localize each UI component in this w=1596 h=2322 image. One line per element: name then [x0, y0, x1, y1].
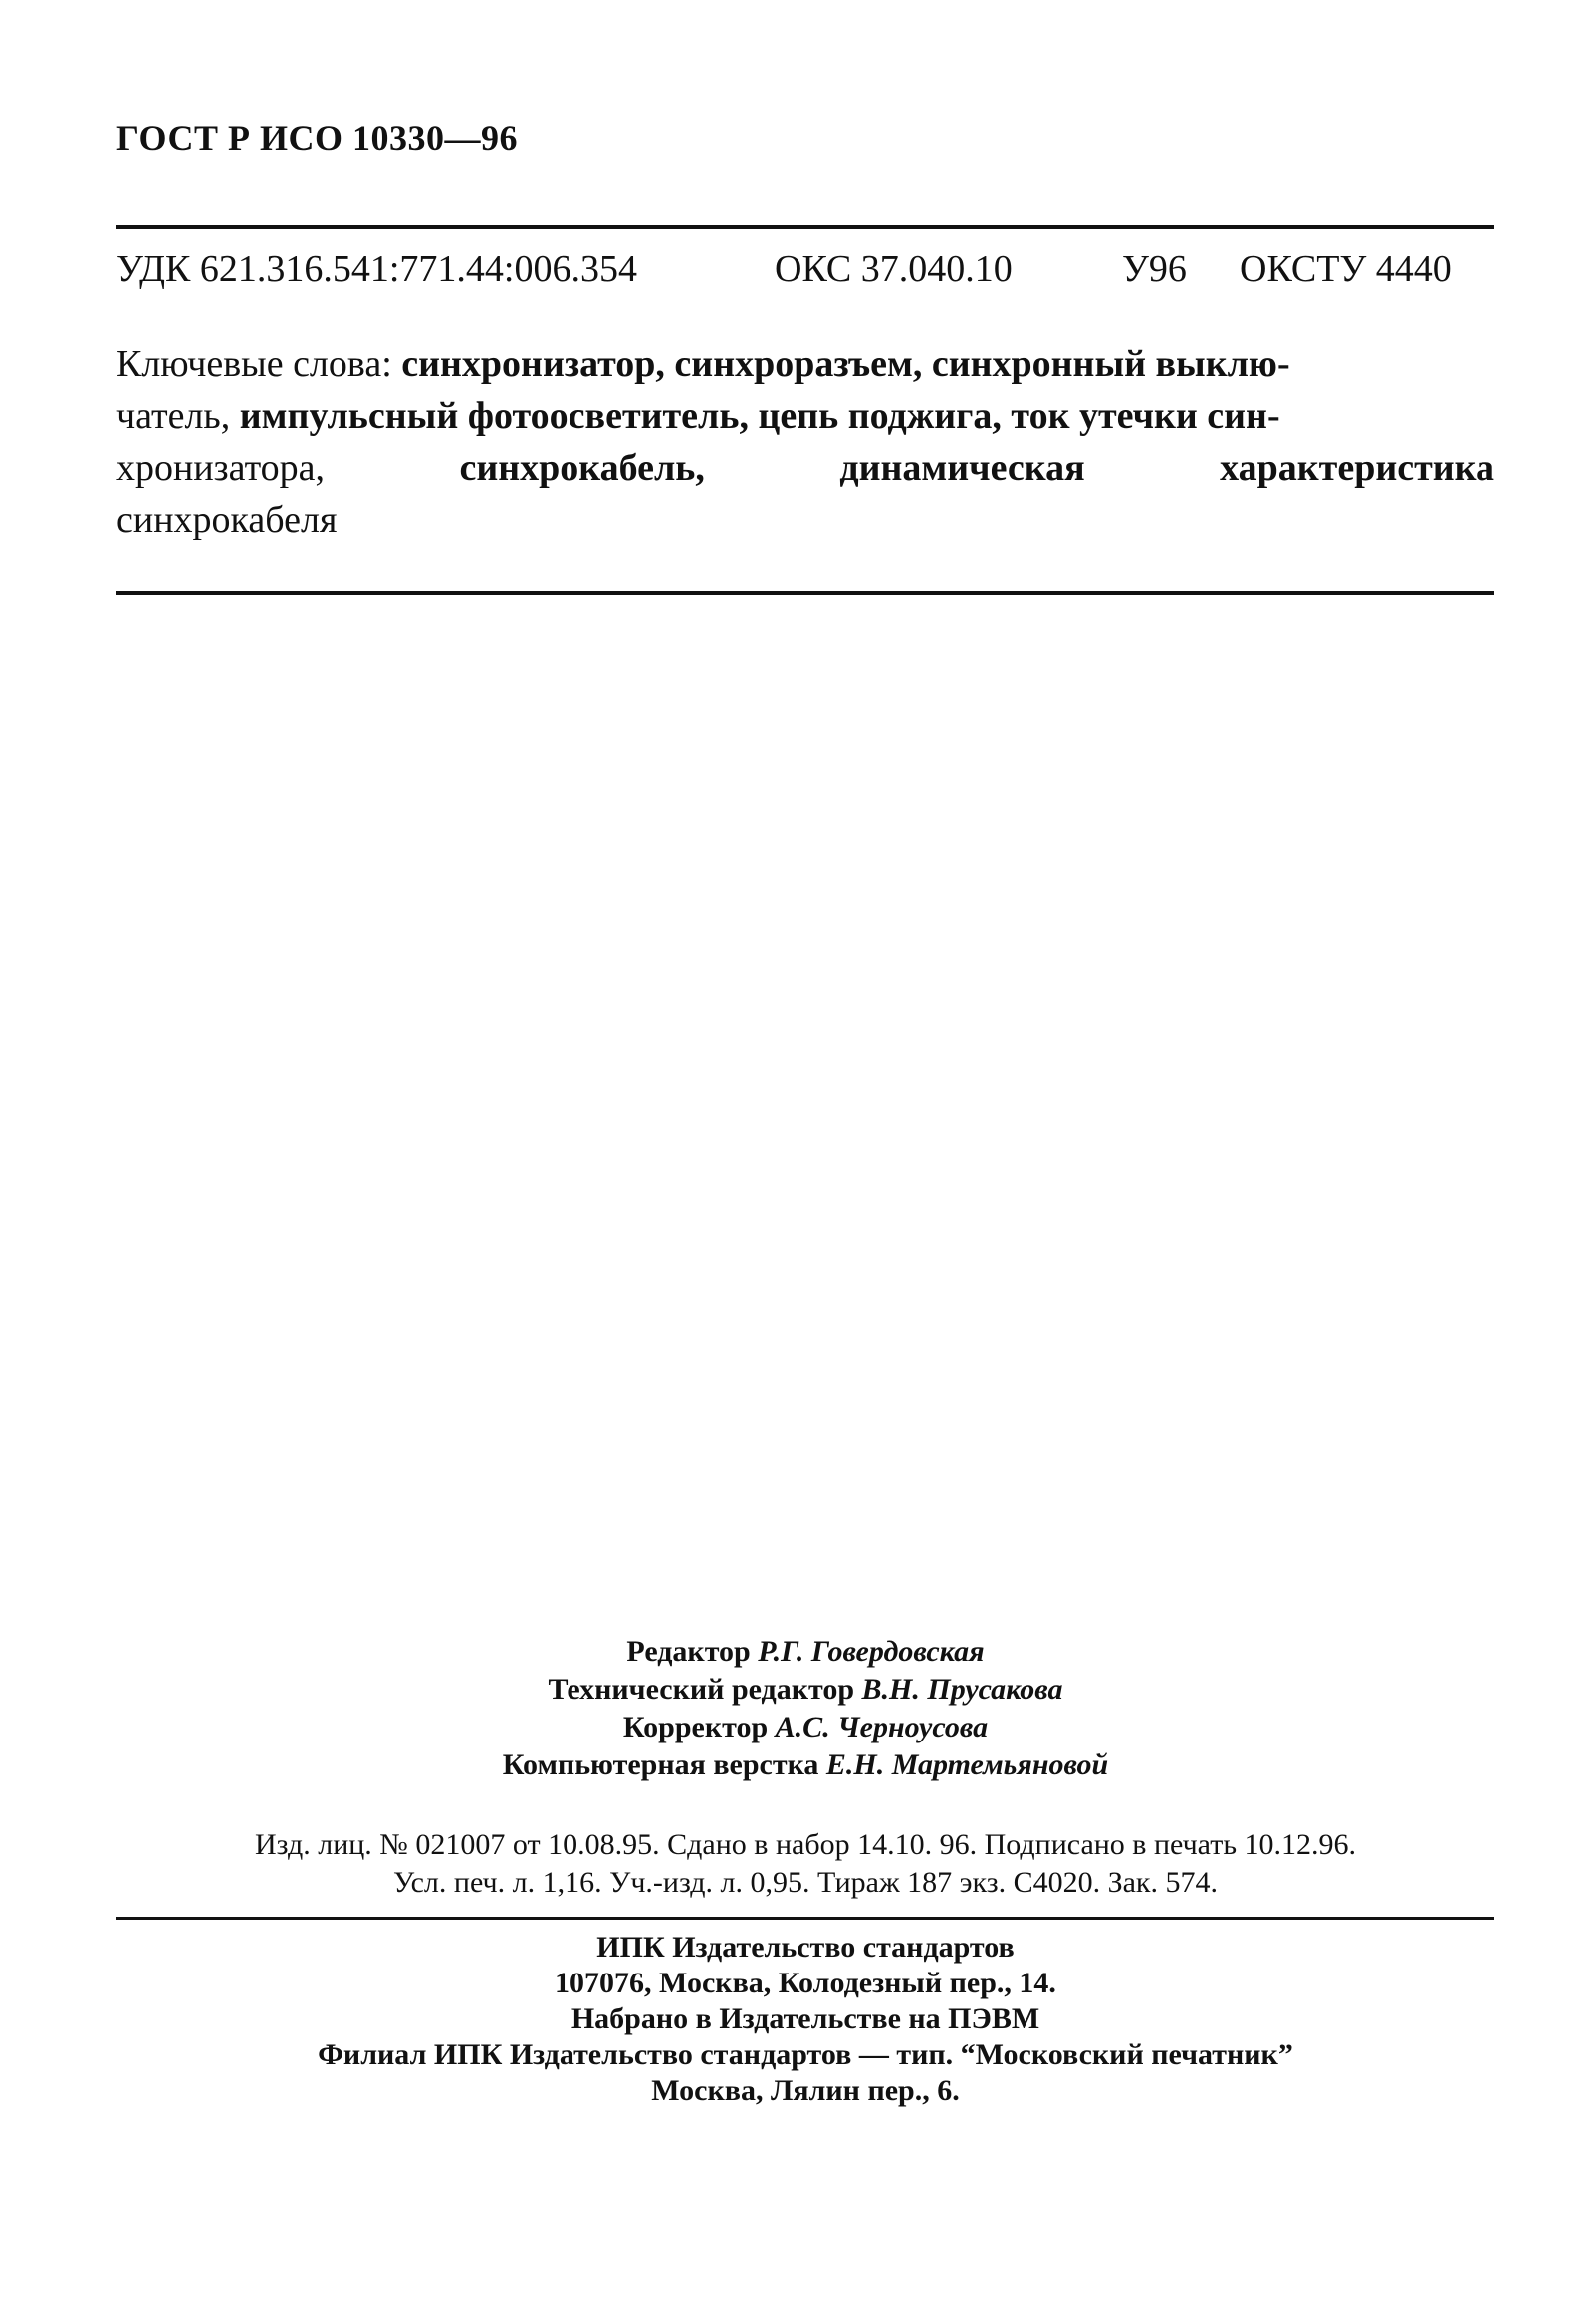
- top-divider: [116, 225, 1494, 229]
- group-code: У96: [1122, 248, 1187, 290]
- keywords-line-1: Ключевые слова: синхронизатор, синхроразъем, синхронный выклю-: [116, 344, 1290, 385]
- credit-editor: Редактор Р.Г. Говердовская: [626, 1635, 985, 1668]
- credit-proofreader: Корректор А.С. Черноусова: [622, 1711, 989, 1743]
- imprint-divider: [116, 1917, 1494, 1920]
- keywords-line-3: хронизатора, синхрокабель, динамическая характеристика: [116, 447, 1494, 489]
- keywords-block: [116, 339, 1494, 546]
- publishing-info-line-2: Усл. печ. л. 1,16. Уч.-изд. л. 0,95. Тираж 187 экз. С4020. Зак. 574.: [392, 1866, 1219, 1899]
- credits-block: [116, 1633, 1494, 1784]
- keywords-line-4: синхрокабеля: [116, 499, 338, 541]
- publisher-line-4: Филиал ИПК Издательство стандартов — тип. “Московский печатник”: [318, 2038, 1293, 2071]
- publisher-imprint: [116, 1930, 1494, 2109]
- okstu-code: ОКСТУ 4440: [1240, 248, 1452, 290]
- publisher-line-1: ИПК Издательство стандартов: [596, 1931, 1015, 1964]
- standard-id: ГОСТ Р ИСО 10330—96: [116, 118, 518, 158]
- credit-layout: Компьютерная верстка Е.Н. Мартемьяновой: [502, 1748, 1109, 1781]
- publisher-line-5: Москва, Лялин пер., 6.: [651, 2074, 960, 2107]
- publishing-info-line-1: Изд. лиц. № 021007 от 10.08.95. Сдано в набор 14.10. 96. Подписано в печать 10.12.96.: [254, 1828, 1357, 1861]
- publisher-line-2: 107076, Москва, Колодезный пер., 14.: [555, 1967, 1056, 1999]
- oks-code: ОКС 37.040.10: [775, 248, 1013, 290]
- publishing-info: [116, 1826, 1494, 1902]
- credit-tech-editor: Технический редактор В.Н. Прусакова: [548, 1673, 1063, 1706]
- keywords-label: Ключевые слова:: [116, 344, 392, 385]
- publisher-line-3: Набрано в Издательстве на ПЭВМ: [570, 2002, 1040, 2035]
- keywords-divider: [116, 591, 1494, 595]
- udc-code: УДК 621.316.541:771.44:006.354: [116, 248, 637, 290]
- keywords-line-2: чатель, импульсный фотоосветитель, цепь поджига, ток утечки син-: [116, 395, 1280, 437]
